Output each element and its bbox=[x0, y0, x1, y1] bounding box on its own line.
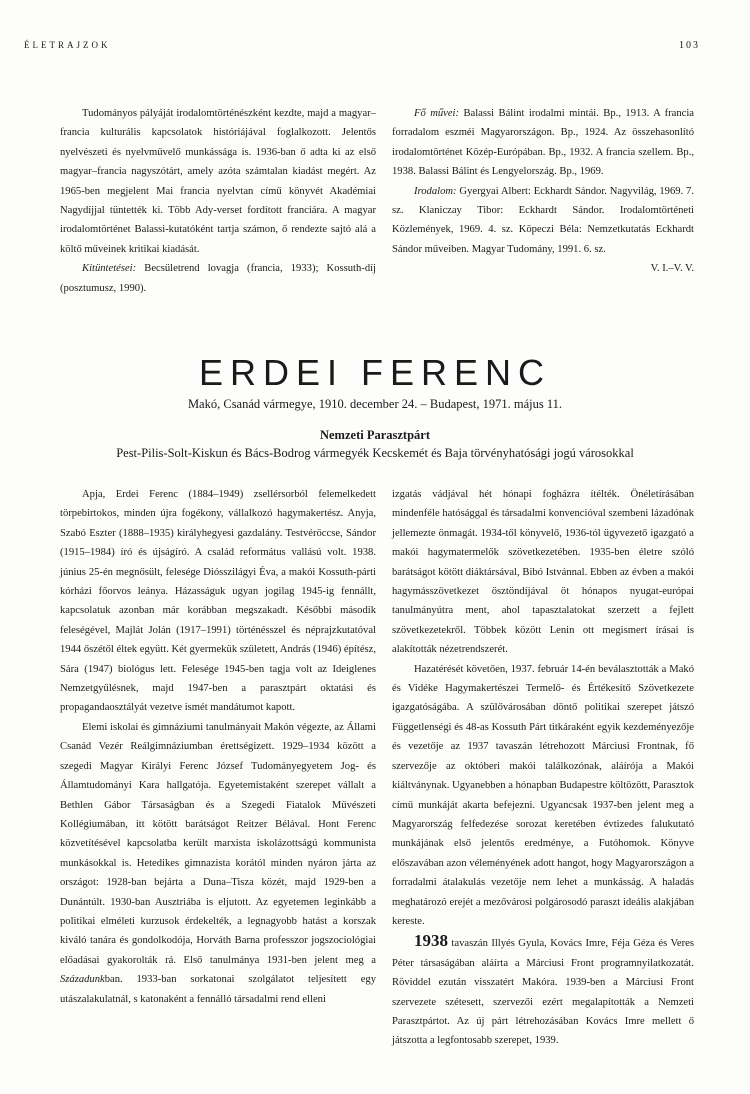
education-journal: Századunk bbox=[60, 974, 105, 986]
entry-paragraph-homecoming: Hazatérését követően, 1937. február 14-én beválasztották a Makó és Vidéke Hagymakertészei Termelő- és Értékesítő Szövetkezete igazgatóságába. A szülővárosában döntő politikai szerepet játszó Függetlenségi és 48-as Kossuth Párt titkáraként egyik kezdeményezője és vezetője az 1937 tavaszán létrehozott Márciusi Frontnak, fő szervezője az októberi makói találkozónak, aláírója a Makói kiáltványnak. Ugyanebben a hónapban Budapestre költözött, Parasztok című munkáját akarta befejezni. Ugyancsak 1937-ben jelent meg a Magyarország felfedezése sorozat keretében évtizedes falukutató munkájának első jelentős eredménye, a Futóhomok. Könyve előszavában azon véleményének adott hangot, hogy Magyarországon a forradalmi átalakulás vezetője nem lehet a munkásság. A haladás meghatározó erejét a mezővárosi polgárosodó paraszt ideális alakjában kereste. bbox=[392, 663, 694, 927]
entry-birth-death: Makó, Csanád vármegye, 1910. december 24. – Budapest, 1971. május 11. bbox=[187, 397, 563, 411]
awards-text: Becsületrend lovagja (francia, 1933); Kossuth-díj (posztumusz, 1990). bbox=[60, 263, 376, 294]
page-number: 103 bbox=[679, 40, 700, 51]
entry-party: Nemzeti Parasztpárt bbox=[319, 428, 431, 442]
entry-title: ERDEI FERENC bbox=[198, 352, 552, 393]
works-label: Fő művei: bbox=[414, 108, 460, 119]
literature-text: Gyergyai Albert: Eckhardt Sándor. Nagyvilág, 1969. 7. sz. Klaniczay Tibor: Eckhardt Sándor. Irodalomtörténeti Közlemények, 1969. 4. sz. Köpeczi Béla: Nemzetkutatás Eckhardt Sándor műveiben. Magyar Tudomány, 1991. 6. sz. bbox=[392, 185, 694, 255]
entry-paragraph-education bbox=[60, 718, 376, 1009]
entry-paragraph-continued: izgatás vádjával hét hónapi fogházra ítélték. Önéletírásában mindenféle hatósággal és társadalmi konvencióval szembeni lázadónak jellemezte önmagát. 1934-től könyvelő, 1936-tól ügyvezető igazgató a makói hagymatermelők szövetkezetében. 1935-ben életre szóló barátságot kötött diáktársával, Bibó Istvánnal. Ebben az évben a makói hagymásszövetkezet ösztöndíjával öt hónapos nyugat-európai tanulmányútra ment, ahol tapasztalatokat szerzett a fejlett szövetkezetekről. Többek között Lenin ott megismert írásai is alakították nézetrendszerét. bbox=[392, 489, 694, 656]
awards-label: Kitüntetései: bbox=[82, 263, 137, 275]
prev-entry-works bbox=[392, 104, 694, 182]
entry-right-column bbox=[392, 485, 694, 1051]
works-text: Balassi Bálint irodalmi mintái. Bp., 1913. A francia forradalom eszméi Magyarországon. Bp., 1924. Az összehasonlító irodalomtörténet Közép-Európában. Bp., 1932. A francia szellem. Bp., 1938. Balassi Bálint és Lengyelország. Bp., 1969. bbox=[392, 108, 694, 178]
prev-entry-right-column bbox=[392, 104, 694, 279]
prev-entry-paragraph: Tudományos pályáját irodalomtörténészként kezdte, majd a magyar–francia kulturális kapcsolatok históriájával foglalkozott. Jelentős nyelvészeti és nyelvművelő munkássága is. 1936-ban ő adta ki az első magyar–francia nagyszótárt, amely azóta számtalan kiadást megért. Az 1965-ben megjelent Mai francia nyelvtan című könyvét Akadémiai Nagydíjjal tüntették ki. Több Ady-verset fordított franciára. A magyar irodalomtörténet Balassi-kutatóként tartja számon, ő rendezte sajtó alá a költő műveinek kritikai kiadását. bbox=[60, 108, 376, 255]
prev-entry-literature bbox=[392, 182, 694, 260]
education-text-end: ban. 1933-ban sorkatonai szolgálatot teljesített egy utászalakulatnál, s katonaként a fennálló társadalmi rend elleni bbox=[60, 974, 376, 1005]
prev-entry-left-column bbox=[60, 104, 376, 298]
entry-left-column bbox=[60, 485, 376, 1009]
entry-paragraph-family: Apja, Erdei Ferenc (1884–1949) zsellérsorból felemelkedett törpebirtokos, minden újra fogékony, vállalkozó hagymakertész. Anyja, Szabó Eszter (1888–1935) királyhegyesi gazdalány. Testvéröccse, Sándor (1915–1984) író és újságíró. A család református vallású volt. 1938. június 25-én megnősült, felesége Diósszilágyi Éva, a makói Kossuth-párti kórházi főorvos leánya. Házasságuk ugyan jogilag 1945-ig fennállt, kapcsolatuk azonban már korábban megszakadt. Későbbi második feleségével, Majlát Jolán (1917–1991) történésszel és néprajzkutatóval 1944 őszétől éltek együtt. Két gyermekük született, András (1946) építész, Sára (1947) biológus lett. Felesége 1945-ben tagja volt az Ideiglenes Nemzetgyűlésnek, majd 1947-ben a parasztpárt oktatási és propagandaosztályát vezetve ismét mandátumot kapott. bbox=[60, 489, 376, 714]
education-text: Elemi iskolai és gimnáziumi tanulmányait Makón végezte, az Állami Csanád Vezér Reálgimnáziumban érettségizett. 1929–1934 között a szegedi Magyar Királyi Ferenc József Tudományegyetem Jog- és Államtudományi Kara hallgatója. Egyetemistaként szerepet vállalt a Bethlen Gábor Társaságban és a Szegedi Fiatalok Művészeti Kollégiumában, itt kötött barátságot Reitzer Bélával. Hont Ferenc közvetítésével kapcsolatba került marxista iskolázottságú kommunista munkásokkal is. Hetedikes gimnazista korától minden nyáron járta az országot: 1928-ban bejárta a Duna–Tisza közét, majd 1929-ben a Dunántúlt. 1930-ban Ausztriába is eljutott. Az egyetemen leginkább a politikai elméleti kurzusok érdekelték, a legnagyobb hatást a korszak kiváló tanára és gondolkodója, Horváth Barna professzor jogszociológiai előadásai gyakorolták rá. Első tanulmánya 1931-ben jelent meg a bbox=[60, 721, 376, 966]
entry-district: Pest-Pilis-Solt-Kiskun és Bács-Bodrog vármegyék Kecskemét és Baja törvényhatósági jogú városokkal bbox=[116, 446, 634, 460]
prev-entry-signature: V. I.–V. V. bbox=[650, 263, 694, 275]
running-head: ÉLETRAJZOK bbox=[24, 40, 111, 50]
year-1938-marker: 1938 bbox=[414, 931, 448, 951]
literature-label: Irodalom: bbox=[414, 185, 457, 197]
prev-entry-awards bbox=[60, 259, 376, 298]
paragraph-1938-text: tavaszán Illyés Gyula, Kovács Imre, Féja Géza és Veres Péter társaságában aláírta a Márciusi Front programnyilatkozatát. Röviddel ezután visszatért Makóra. 1939-ben a Márciusi Front szervezete szétesett, szervezői ezért megalapították a Nemzeti Parasztpártot. Az új párt létrehozásában Kovács Imre mellett ő játszotta a legfontosabb szerepet, 1939. bbox=[392, 938, 694, 1047]
entry-paragraph-1938 bbox=[392, 931, 694, 1050]
